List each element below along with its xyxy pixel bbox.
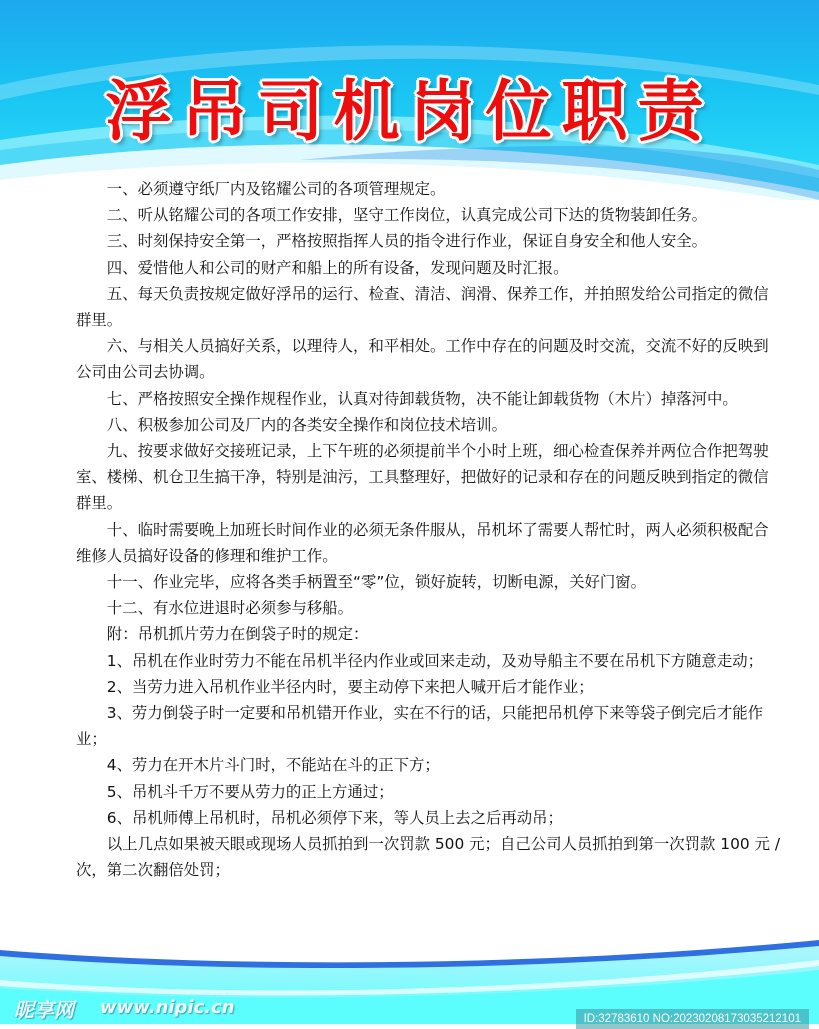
- duty-item: 七、严格按照安全操作规程作业，认真对待卸载货物，决不能让卸载货物（木片）掉落河中。: [106, 389, 738, 408]
- rule-item: 4、劳力在开木片斗门时，不能站在斗的正下方；: [106, 756, 440, 775]
- duty-item: 八、积极参加公司及厂内的各类安全操作和岗位技术培训。: [106, 415, 507, 434]
- duties-list: [76, 176, 782, 883]
- duty-item: 十一、作业完毕，应将各类手柄置至“零”位，锁好旋转，切断电源，关好门窗。: [106, 573, 647, 592]
- duty-item: 二、听从铭耀公司的各项工作安排，坚守工作岗位，认真完成公司下达的货物装卸任务。: [106, 206, 708, 225]
- watermark-id: ID:32783610 NO:20230208173035212101: [576, 1009, 809, 1029]
- penalty-note: 以上几点如果被天眼或现场人员抓拍到一次罚款 500 元；自己公司人员抓拍到第一次罚款 100 元 / 次，第二次翻倍处罚；: [76, 835, 781, 880]
- duty-item: 十二、有水位进退时必须参与移船。: [106, 599, 354, 618]
- watermark-url: www.nipic.cn: [100, 997, 235, 1018]
- duty-item: 五、每天负责按规定做好浮吊的运行、检查、清洁、润滑、保养工作，并拍照发给公司指定的微信群里。: [76, 284, 769, 330]
- rule-item: 1、吊机在作业时劳力不能在吊机半径内作业或回来走动，及劝导船主不要在吊机下方随意走动；: [106, 651, 763, 670]
- rule-item: 3、劳力倒袋子时一定要和吊机错开作业，实在不行的话，只能把吊机停下来等袋子倒完后才能作业；: [76, 704, 763, 749]
- duty-item: 四、爱惜他人和公司的财产和船上的所有设备，发现问题及时汇报。: [106, 258, 569, 277]
- duty-item: 六、与相关人员搞好关系，以理待人，和平相处。工作中存在的问题及时交流，交流不好的反映到公司由公司去协调。: [76, 337, 769, 382]
- rule-item: 2、当劳力进入吊机作业半径内时，要主动停下来把人喊开后才能作业；: [106, 677, 594, 696]
- rule-item: 5、吊机斗千万不要从劳力的正上方通过；: [106, 782, 394, 801]
- duty-item: 三、时刻保持安全第一，严格按照指挥人员的指令进行作业，保证自身安全和他人安全。: [106, 232, 708, 251]
- watermark-logo: 昵享网: [14, 998, 74, 1022]
- appendix-heading: 附：吊机抓片劳力在倒袋子时的规定：: [106, 625, 369, 644]
- header-banner: [0, 0, 819, 200]
- rule-item: 6、吊机师傅上吊机时，吊机必须停下来，等人员上去之后再动吊；: [106, 808, 563, 827]
- duty-item: 一、必须遵守纸厂内及铭耀公司的各项管理规定。: [106, 180, 446, 198]
- duty-item: 十、临时需要晚上加班长时间作业的必须无条件服从，吊机坏了需要人帮忙时，两人必须积极配合维修人员搞好设备的修理和维护工作。: [76, 520, 769, 565]
- duty-item: 九、按要求做好交接班记录，上下午班的必须提前半个小时上班，细心检查保养并两位合作把驾驶室、楼梯、机仓卫生搞干净，特别是油污，工具整理好，把做好的记录和存在的问题反映到指定的微信群里。: [76, 442, 769, 513]
- page-title: 浮吊司机岗位职责: [105, 73, 714, 150]
